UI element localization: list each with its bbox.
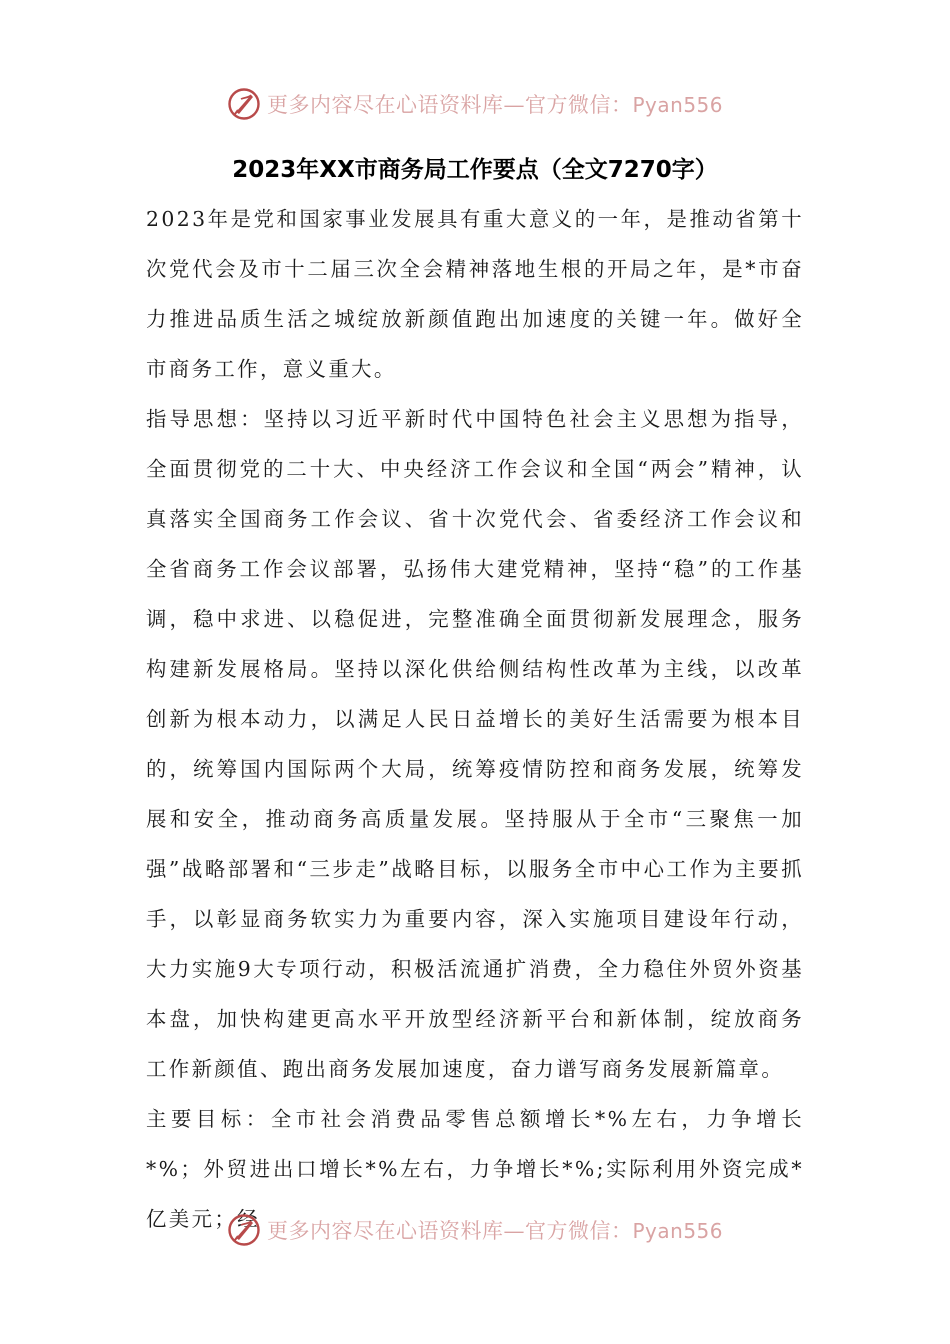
banner-wechat-id: Pyan556	[632, 1219, 723, 1243]
footer-watermark-banner	[0, 1208, 950, 1252]
banner-text	[267, 89, 723, 119]
quill-logo-icon	[227, 87, 261, 121]
document-title: 2023年XX市商务局工作要点（全文7270字）	[232, 157, 718, 183]
paragraph-main-goals: 主要目标：全市社会消费品零售总额增长*%左右，力争增长*%；外贸进出口增长*%左右，力争增长*%;实际利用外资完成*亿美元；经	[146, 1107, 804, 1231]
banner-prefix: 更多内容尽在心语资料库—官方微信：	[266, 1219, 633, 1243]
banner-text	[267, 1215, 723, 1245]
quill-logo-icon	[227, 1213, 261, 1247]
header-watermark-banner	[0, 82, 950, 126]
paragraph-intro: 2023年是党和国家事业发展具有重大意义的一年，是推动省第十次党代会及市十二届三次全会精神落地生根的开局之年，是*市奋力推进品质生活之城绽放新颜值跑出加速度的关键一年。做好全市商务工作，意义重大。	[146, 207, 804, 381]
banner-wechat-id: Pyan556	[632, 93, 723, 117]
banner-prefix: 更多内容尽在心语资料库—官方微信：	[266, 93, 633, 117]
paragraph-guiding-thought: 指导思想：坚持以习近平新时代中国特色社会主义思想为指导，全面贯彻党的二十大、中央经济工作会议和全国“两会”精神，认真落实全国商务工作会议、省十次党代会、省委经济工作会议和全省商务工作会议部署，弘扬伟大建党精神，坚持“稳”的工作基调，稳中求进、以稳促进，完整准确全面贯彻新发展理念，服务构建新发展格局。坚持以深化供给侧结构性改革为主线，以改革创新为根本动力，以满足人民日益增长的美好生活需要为根本目的，统筹国内国际两个大局，统筹疫情防控和商务发展，统筹发展和安全，推动商务高质量发展。坚持服从于全市“三聚焦一加强”战略部署和“三步走”战略目标，以服务全市中心工作为主要抓手，以彰显商务软实力为重要内容，深入实施项目建设年行动，大力实施9大专项行动，积极活流通扩消费，全力稳住外贸外资基本盘，加快构建更高水平开放型经济新平台和新体制，绽放商务工作新颜值、跑出商务发展加速度，奋力谱写商务发展新篇章。	[146, 407, 804, 1081]
